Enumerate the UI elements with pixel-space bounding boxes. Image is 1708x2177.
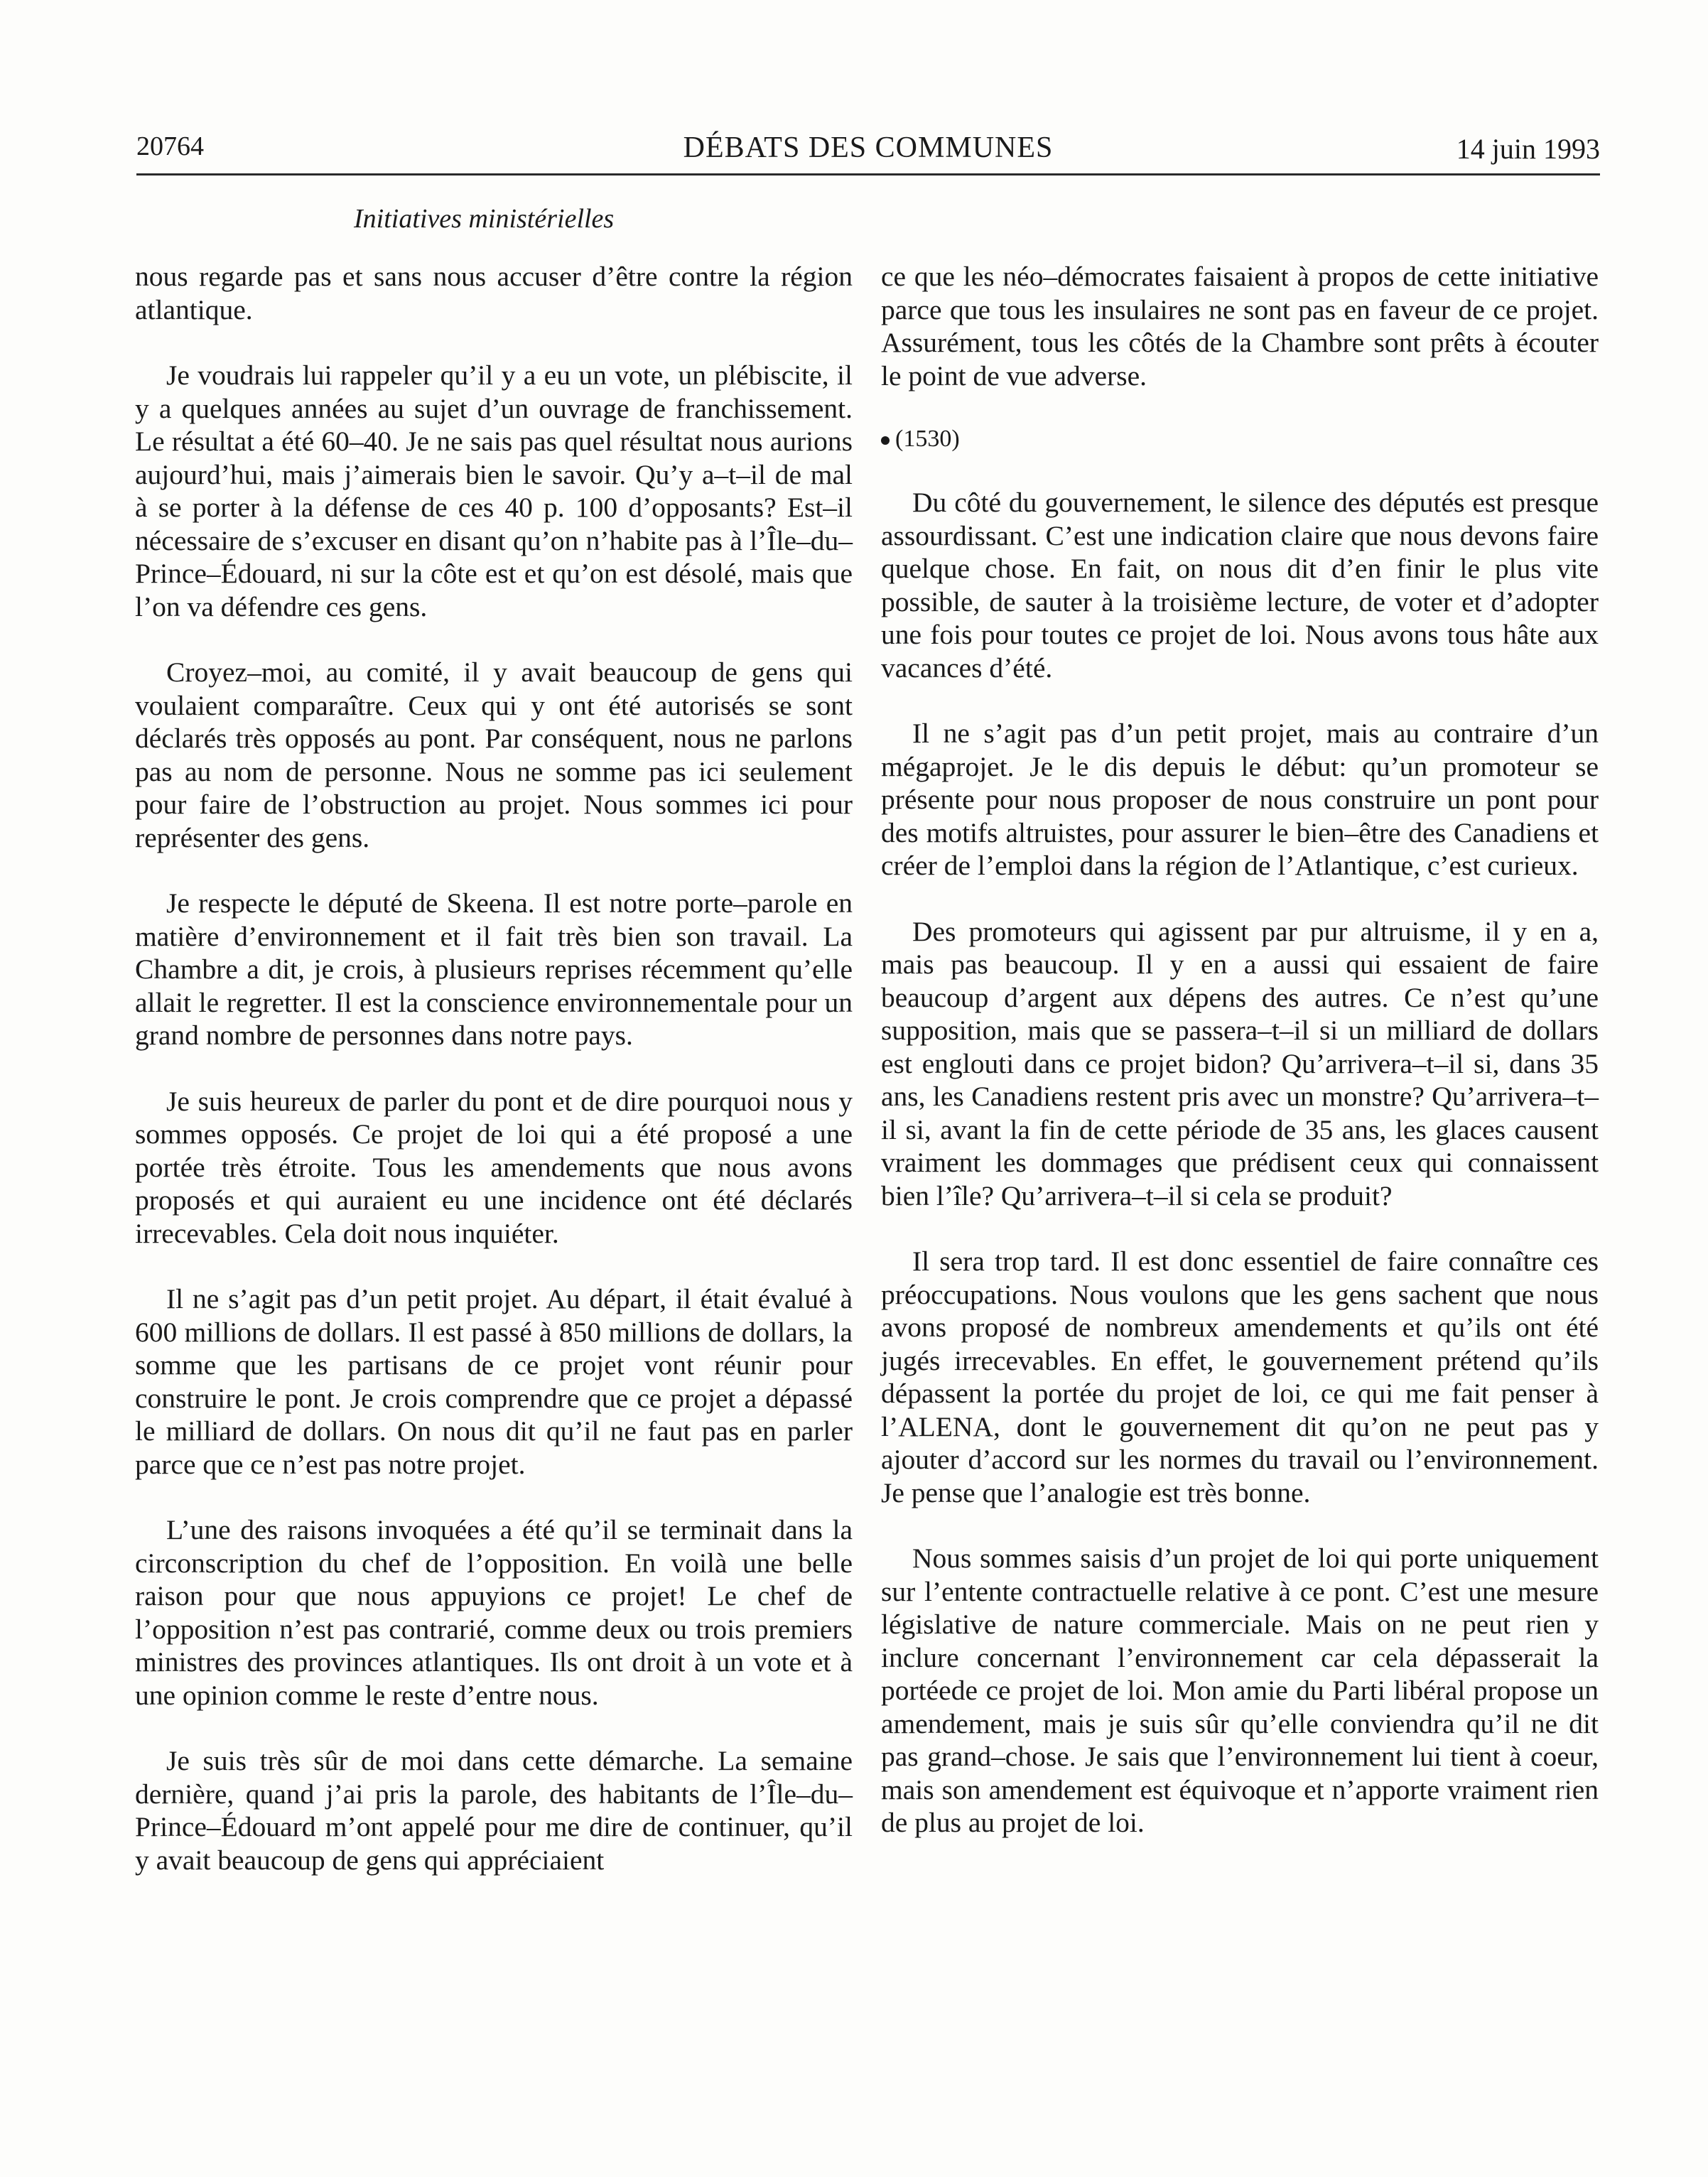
paragraph: Je suis très sûr de moi dans cette démarche. La semaine dernière, quand j’ai pris la parole, des habitants de l’Île–du–Prince–Édouard m’ont appelé pour me dire de continuer, qu’il y avait beaucoup de gens qui appréciaient	[135, 1745, 853, 1876]
paragraph: Nous sommes saisis d’un projet de loi qui porte uniquement sur l’entente contractuelle relative à ce pont. C’est une mesure législative de nature commerciale. Mais on ne peut rien y inclure concernant l’environnement car cela dépasserait la portéede ce projet de loi. Mon amie du Parti libéral propose un amendement, mais je suis sûr qu’elle conviendra qu’il ne dit pas grand–chose. Je sais que l’environnement lui tient à coeur, mais son amendement est équivoque et n’apporte vraiment rien de plus au projet de loi.	[881, 1543, 1599, 1838]
paragraph: Il ne s’agit pas d’un petit projet. Au départ, il était évalué à 600 millions de dollars. Il est passé à 850 millions de dollars, la somme que les partisans de ce projet vont réunir pour construire le pont. Je crois comprendre que ce projet a dépassé le milliard de dollars. On nous dit qu’il ne faut pas en parler parce que ce n’est pas notre projet.	[135, 1283, 853, 1480]
time-marker	[881, 425, 1599, 453]
paragraph: ce que les néo–démocrates faisaient à propos de cette initiative parce que tous les insulaires ne sont pas en faveur de ce projet. Assurément, tous les côtés de la Chambre sont prêts à écouter le point de vue adverse.	[881, 261, 1599, 391]
paragraph: Du côté du gouvernement, le silence des députés est presque assourdissant. C’est une indication claire que nous devons faire quelque chose. En fait, on nous dit d’en finir le plus vite possible, de sauter à la troisième lecture, de voter et d’adopter une fois pour toutes ce projet de loi. Nous avons tous hâte aux vacances d’été.	[881, 487, 1599, 684]
paragraph: Je suis heureux de parler du pont et de dire pourquoi nous y sommes opposés. Ce projet de loi qui a été proposé a une portée très étroite. Tous les amendements que nous avons proposés et qui auraient eu une incidence ont été déclarés irrecevables. Cela doit nous inquiéter.	[135, 1085, 853, 1249]
page-header	[136, 129, 1600, 175]
section-title: Initiatives ministérielles	[354, 204, 615, 234]
bullet-icon	[881, 436, 890, 445]
left-column	[135, 260, 853, 1909]
paragraph: Il sera trop tard. Il est donc essentiel de faire connaître ces préoccupations. Nous voulons que les gens sachent que nous avons proposé de nombreux amendements et qu’ils ont été jugés irrecevables. En effet, le gouvernement prétend qu’ils dépassent la portée du projet de loi, ce qui me fait penser à l’ALENA, dont le gouvernement dit qu’on ne peut pas y ajouter d’accord sur les normes du travail ou l’environnement. Je pense que l’analogie est très bonne.	[881, 1246, 1599, 1508]
paragraph: Des promoteurs qui agissent par pur altruisme, il y en a, mais pas beaucoup. Il y en a aussi qui essaient de faire beaucoup d’argent aux dépens des autres. Ce n’est qu’une supposition, mais que se passera–t–il si un milliard de dollars est englouti dans ce projet bidon? Qu’arrivera–t–il si, dans 35 ans, les Canadiens restent pris avec un monstre? Qu’arrivera–t–il si, avant la fin de cette période de 35 ans, les glaces causent vraiment les dommages que prédisent ceux qui connaissent bien l’île? Qu’arrivera–t–il si cela se produit?	[881, 915, 1599, 1211]
publication-title: DÉBATS DES COMMUNES	[683, 131, 1054, 164]
paragraph: Croyez–moi, au comité, il y avait beaucoup de gens qui voulaient comparaître. Ceux qui y ont été autorisés se sont déclarés très opposés au pont. Par conséquent, nous ne parlons pas au nom de personne. Nous ne somme pas ici seulement pour faire de l’obstruction au projet. Nous sommes ici pour représenter des gens.	[135, 657, 853, 853]
paragraph: nous regarde pas et sans nous accuser d’être contre la région atlantique.	[135, 261, 853, 325]
page-number: 20764	[136, 131, 204, 161]
paragraph: Il ne s’agit pas d’un petit projet, mais au contraire d’un mégaprojet. Je le dis depuis le début: qu’un promoteur se présente pour nous proposer de nous construire un pont pour des motifs altruistes, pour assurer le bien–être des Canadiens et créer de l’emploi dans la région de l’Atlantique, c’est curieux.	[881, 718, 1599, 881]
right-column	[881, 260, 1599, 1872]
paragraph: L’une des raisons invoquées a été qu’il se terminait dans la circonscription du chef de l’opposition. En voilà une belle raison pour que nous appuyions ce projet! Le chef de l’opposition n’est pas contrarié, comme deux ou trois premiers ministres des provinces atlantiques. Ils ont droit à un vote et à une opinion comme le reste d’entre nous.	[135, 1514, 853, 1711]
paragraph: Je respecte le député de Skeena. Il est notre porte–parole en matière d’environnement et il fait très bien son travail. La Chambre a dit, je crois, à plusieurs reprises récemment qu’elle allait le regretter. Il est la conscience environnementale pour un grand nombre de personnes dans notre pays.	[135, 887, 853, 1051]
time-marker-label: (1530)	[895, 426, 960, 452]
paragraph: Je voudrais lui rappeler qu’il y a eu un vote, un plébiscite, il y a quelques années au sujet d’un ouvrage de franchissement. Le résultat a été 60–40. Je ne sais pas quel résultat nous aurions aujourd’hui, mais j’aimerais bien le savoir. Qu’y a–t–il de mal à se porter à la défense de ces 40 p. 100 d’opposants? Est–il nécessaire de s’excuser en disant qu’on n’habite pas à l’Île–du–Prince–Édouard, ni sur la côte est et qu’on est désolé, mais que l’on va défendre ces gens.	[135, 360, 853, 622]
publication-date: 14 juin 1993	[1456, 133, 1600, 165]
